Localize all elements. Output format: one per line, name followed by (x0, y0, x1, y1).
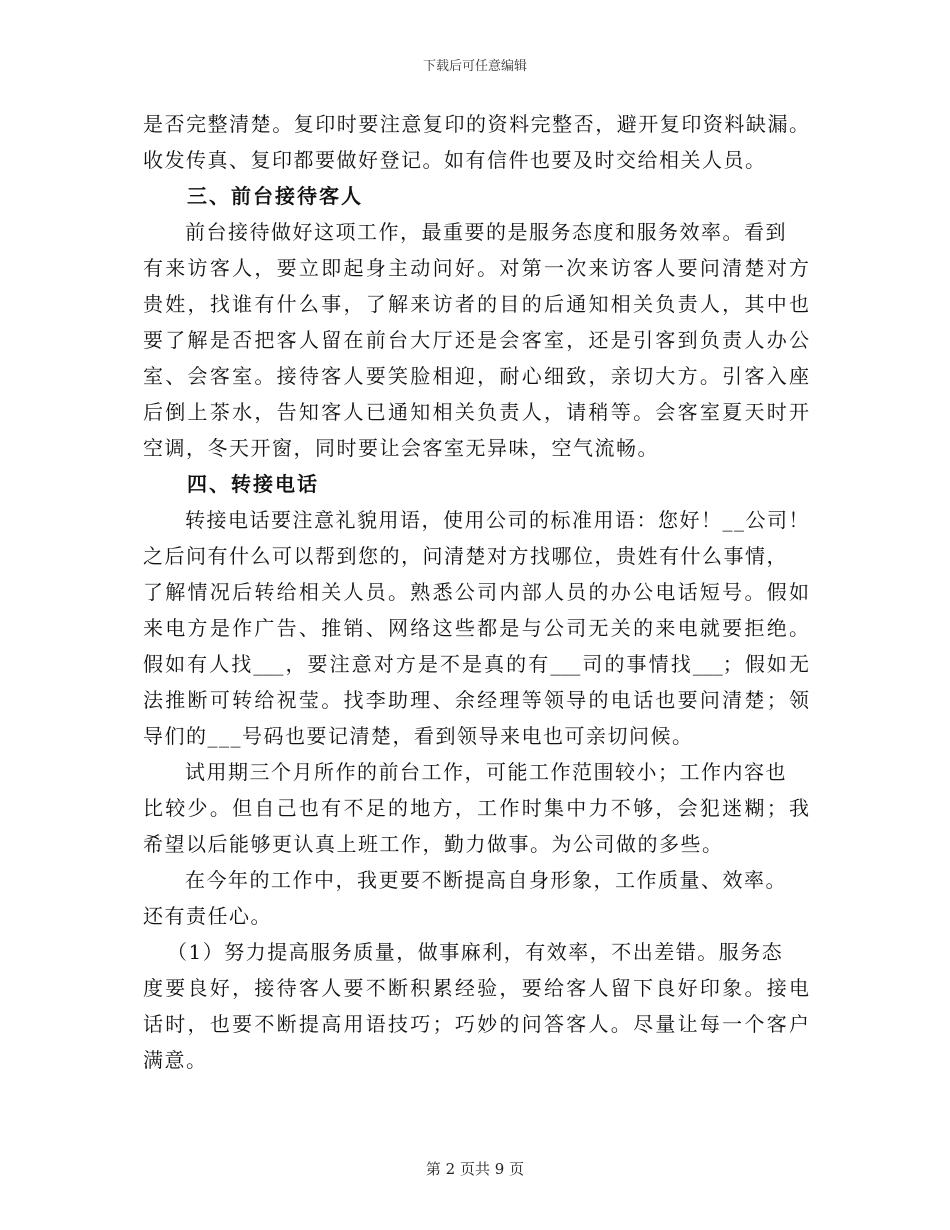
body-line: 试用期三个月所作的前台工作，可能工作范围较小；工作内容也 (185, 760, 787, 784)
body-line: 希望以后能够更认真上班工作，勤力做事。为公司做的多些。 (143, 832, 724, 856)
body-line: 满意。 (143, 1048, 208, 1072)
body-line: 有来访客人，要立即起身主动问好。对第一次来访客人要问清楚对方 (143, 256, 809, 280)
body-line: 法推断可转给祝莹。找李助理、余经理等领导的电话也要问清楚；领 (143, 688, 809, 712)
body-line: 要了解是否把客人留在前台大厅还是会客室，还是引客到负责人办公 (143, 328, 809, 352)
body-line: 度要良好，接待客人要不断积累经验，要给客人留下良好印象。接电 (143, 976, 809, 1000)
body-line: 来电方是作广告、推销、网络这些都是与公司无关的来电就要拒绝。 (143, 616, 809, 640)
document-body (143, 106, 809, 1078)
body-line: 是否完整清楚。复印时要注意复印的资料完整否，避开复印资料缺漏。 (143, 112, 809, 136)
body-line: 之后问有什么可以帮到您的，问清楚对方找哪位，贵姓有什么事情， (143, 544, 788, 568)
body-line: 话时，也要不断提高用语技巧；巧妙的问答客人。尽量让每一个客户 (143, 1012, 809, 1036)
body-line: 了解情况后转给相关人员。熟悉公司内部人员的办公电话短号。假如 (143, 580, 809, 604)
body-line: 后倒上茶水，告知客人已通知相关负责人，请稍等。会客室夏天时开 (143, 400, 809, 424)
body-line: （1）努力提高服务质量，做事麻利，有效率，不出差错。服务态 (167, 940, 784, 964)
page-footer: 第 2 页共 9 页 (425, 1160, 525, 1178)
body-line: 空调，冬天开窗，同时要让会客室无异味，空气流畅。 (143, 436, 659, 460)
body-line: 前台接待做好这项工作，最重要的是服务态度和服务效率。看到 (185, 220, 787, 244)
body-line: 室、会客室。接待客人要笑脸相迎，耐心细致，亲切大方。引客入座 (143, 364, 809, 388)
section-heading: 三、前台接待客人 (187, 184, 363, 208)
body-line: 在今年的工作中，我更要不断提高自身形象，工作质量、效率。 (185, 868, 787, 892)
body-line: 收发传真、复印都要做好登记。如有信件也要及时交给相关人员。 (143, 148, 767, 172)
body-line: 还有责任心。 (143, 904, 272, 928)
body-line: 比较少。但自己也有不足的地方，工作时集中力不够，会犯迷糊；我 (143, 796, 809, 820)
body-line: 贵姓，找谁有什么事，了解来访者的目的后通知相关负责人，其中也 (143, 292, 809, 316)
page-header: 下载后可任意编辑 (422, 59, 527, 74)
section-heading: 四、转接电话 (187, 472, 319, 496)
body-line: 假如有人找___，要注意对方是不是真的有___司的事情找___；假如无 (143, 652, 809, 676)
body-line: 转接电话要注意礼貌用语，使用公司的标准用语：您好！__公司！ (185, 508, 810, 532)
body-line: 导们的___号码也要记清楚，看到领导来电也可亲切问候。 (143, 724, 694, 748)
